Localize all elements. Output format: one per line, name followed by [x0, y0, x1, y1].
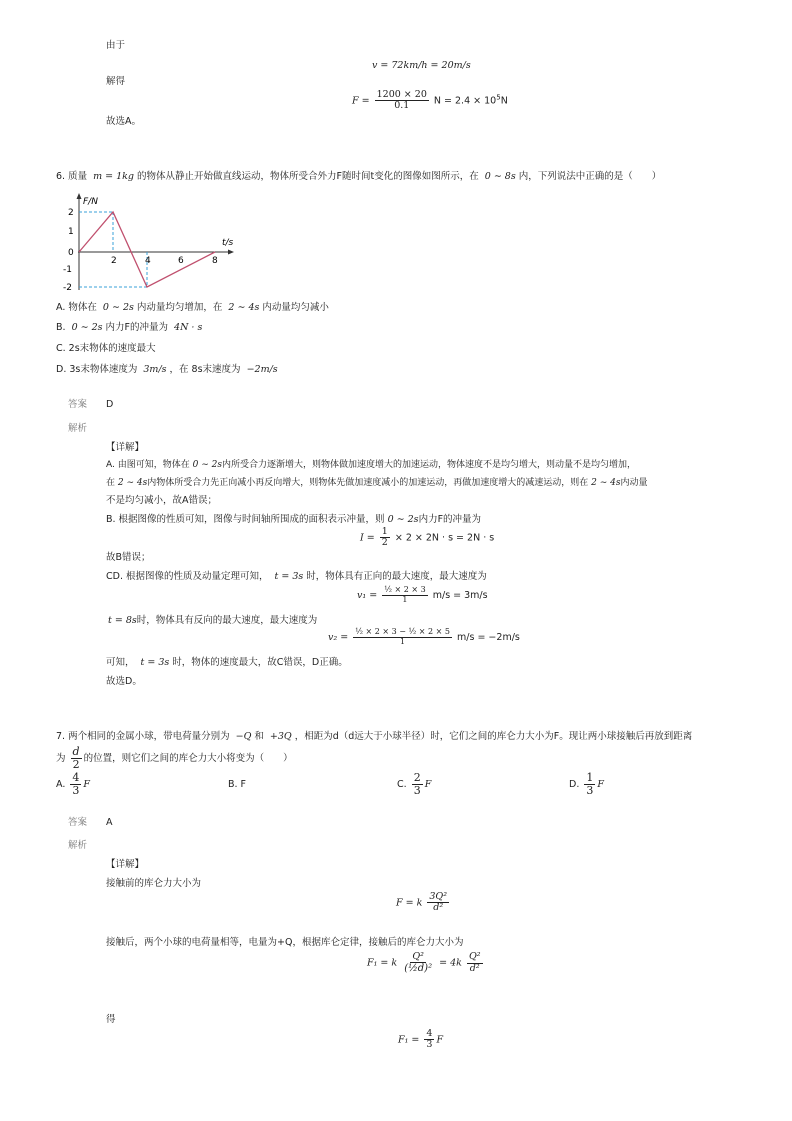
answer-label: 答案 [68, 817, 88, 828]
line-part: 内动量 [620, 478, 648, 488]
analysis-line [106, 478, 647, 489]
detail-heading: 【详解】 [106, 859, 145, 870]
text-line: 故选A。 [106, 116, 141, 127]
option-math: 2 ∼ 4s [228, 302, 260, 313]
text-line: 由于 [106, 40, 126, 51]
equation [396, 892, 451, 914]
fraction [382, 586, 428, 605]
option-b [56, 322, 205, 333]
option-var: F [424, 779, 432, 791]
line-part: 内所受合力逐渐增大，则物体做加速度增大的加速运动，物体速度不是均匀增大，则动量不是均匀增加， [221, 460, 636, 470]
eq-part: = 4k [439, 957, 462, 969]
question-7-stem [56, 731, 692, 742]
option-math: 3m/s [143, 364, 167, 375]
eq-part: F = [352, 95, 370, 107]
option-part: 内力F的冲量为 [105, 322, 169, 333]
line-part: 时，物体具有正向的最大速度，最大速度为 [306, 571, 487, 582]
y-axis-label: F/N [83, 197, 98, 207]
analysis-line: 故B错误； [106, 552, 151, 563]
fraction [412, 772, 423, 797]
stem-part: 6. 质量 [56, 171, 88, 182]
line-math: t = 3s [140, 657, 170, 668]
line-part: A. 由图可知，物体在 [106, 460, 190, 470]
option-math: 0 ∼ 2s [71, 322, 103, 333]
option-a [56, 302, 329, 313]
analysis-line [106, 657, 348, 668]
answer-value: D [106, 399, 114, 410]
option-label: D. [569, 779, 580, 791]
stem-part: 的位置，则它们之间的库仑力大小将变为（ ） [83, 753, 293, 765]
x-tick: 8 [212, 256, 218, 266]
eq-var: F [436, 1034, 444, 1046]
option-part: D. 3s末物体速度为 [56, 364, 138, 375]
option-b: B. F [228, 779, 247, 790]
fraction-numerator: 3Q² [429, 891, 448, 902]
fraction-denominator: (½d)² [404, 963, 433, 975]
eq-part: v₂ = [328, 631, 349, 643]
fraction-numerator: d [72, 745, 80, 758]
y-tick: 1 [68, 227, 74, 237]
option-math: 4N · s [174, 322, 203, 333]
line-math: 0 ∼ 2s [192, 460, 222, 470]
line-part: CD. 根据图像的性质及动量定理可知， [106, 571, 269, 582]
option-part: A. 物体在 [56, 302, 97, 313]
fraction-denominator: 3 [72, 784, 80, 798]
fraction-numerator: 2 [413, 771, 421, 784]
eq-part: m/s = −2m/s [457, 631, 520, 643]
option-part: B. [56, 322, 66, 333]
stem-part: ，相距为d（d远大于小球半径）时，它们之间的库仑力大小为F。现让两小球接触后再放到距离 [294, 731, 693, 742]
question-6-stem [56, 171, 661, 182]
y-tick: -1 [63, 265, 72, 275]
analysis-label: 解析 [68, 423, 88, 434]
option-var: F [597, 779, 604, 791]
eq-unit: N [500, 95, 508, 107]
analysis-line [108, 615, 317, 626]
line-math: t = 8s [108, 615, 137, 626]
text-line: 解得 [106, 76, 126, 87]
analysis-line [106, 514, 481, 525]
fraction-numerator: Q² [468, 951, 481, 963]
fraction-numerator: ½ × 2 × 3 − ½ × 2 × 5 [355, 627, 450, 636]
option-part: 内动量均匀减小 [262, 302, 329, 313]
option-part: ，在 8s末速度为 [169, 364, 241, 375]
answer-label: 答案 [68, 399, 88, 410]
fraction-denominator: 3 [586, 784, 594, 798]
fraction-numerator: ½ × 2 × 3 [384, 585, 426, 594]
line-part: 内力F的冲量为 [418, 514, 482, 525]
fraction [402, 952, 434, 974]
analysis-line [106, 460, 636, 471]
eq-part: N = 2.4 × 10 [433, 95, 497, 107]
fraction [467, 952, 483, 974]
option-c: C. 2s末物体的速度最大 [56, 343, 156, 354]
fraction-numerator: 1 [381, 526, 388, 537]
option-c [397, 772, 431, 797]
eq-part: I = [360, 532, 375, 544]
x-tick: 4 [145, 256, 151, 266]
x-axis-arrow [228, 250, 234, 255]
y-tick: 0 [68, 248, 74, 258]
line-part: B. 根据图像的性质可知，图像与时间轴所围成的面积表示冲量，则 [106, 514, 385, 525]
analysis-line: 得 [106, 1014, 116, 1025]
y-tick: 2 [68, 208, 74, 218]
fraction-denominator: 1 [400, 636, 406, 646]
stem-math: m = 1kg [93, 171, 135, 182]
stem-math: 0 ∼ 8s [484, 171, 516, 182]
fraction [353, 628, 452, 647]
analysis-line: 接触后，两个小球的电荷量相等，电量为+Q，根据库仑定律，接触后的库仑力大小为 [106, 937, 464, 948]
equation [367, 952, 485, 974]
fraction-denominator: 2 [381, 537, 388, 549]
stem-part: 的物体从静止开始做直线运动，物体所受合外力F随时间t变化的图像如图所示，在 [137, 171, 479, 182]
fraction [70, 772, 81, 797]
force-line [79, 212, 215, 287]
option-a [56, 772, 90, 797]
line-math: 0 ∼ 2s [387, 514, 419, 525]
line-part: 可知， [106, 657, 135, 668]
line-part: 时，物体具有反向的最大速度，最大速度为 [136, 615, 318, 626]
fraction-denominator: 1 [402, 594, 408, 604]
stem-part: 和 [254, 731, 264, 742]
question-7-stem-2 [56, 746, 293, 771]
exponent: 5 [496, 93, 501, 102]
option-d [56, 364, 281, 375]
option-var: F [83, 779, 90, 791]
fraction [427, 892, 449, 914]
fraction-denominator: 3 [413, 784, 421, 798]
eq-part: F₁ = [398, 1034, 420, 1046]
analysis-line: 不是均匀减小，故A错误； [106, 495, 217, 506]
line-math: t = 3s [274, 571, 304, 582]
analysis-label: 解析 [68, 840, 88, 851]
option-math: −2m/s [246, 364, 278, 375]
line-part: 时，物体的速度最大，故C错误，D正确。 [172, 657, 348, 668]
equation-v1 [357, 586, 488, 605]
option-label: A. [56, 779, 66, 791]
stem-math: +3Q [269, 731, 292, 742]
eq-part: m/s = 3m/s [432, 589, 488, 601]
fraction-denominator: d² [433, 902, 444, 914]
line-part: 在 [106, 478, 116, 488]
force-time-graph [60, 190, 240, 292]
fraction-denominator: 2 [72, 758, 80, 772]
line-math: 2 ∼ 4s [117, 478, 148, 488]
equation-v2 [328, 628, 520, 647]
fraction-numerator: 1 [586, 771, 594, 784]
stem-part: 7. 两个相同的金属小球，带电荷量分别为 [56, 731, 230, 742]
fraction-denominator: 3 [426, 1039, 433, 1051]
analysis-line: 接触前的库仑力大小为 [106, 878, 202, 889]
fraction [584, 772, 595, 797]
y-tick: -2 [63, 283, 72, 292]
equation: v = 72km/h = 20m/s [372, 60, 471, 71]
eq-part: F = k [396, 897, 423, 909]
line-part: 内物体所受合力先正向减小再反向增大，则物体先做加速度减小的加速运动，再做加速度增大的减速运动，则在 [147, 478, 589, 488]
stem-math: −Q [235, 731, 252, 742]
analysis-line: 故选D。 [106, 676, 142, 687]
y-axis-arrow [77, 193, 82, 199]
fraction [424, 1029, 434, 1051]
analysis-line [106, 571, 487, 582]
stem-part: 内，下列说法中正确的是（ ） [518, 171, 662, 182]
fraction [375, 90, 429, 112]
eq-part: F₁ = k [367, 957, 398, 969]
detail-heading: 【详解】 [106, 442, 145, 453]
fraction [71, 746, 82, 771]
fraction-numerator: 4 [426, 1028, 433, 1039]
option-label: C. [397, 779, 407, 791]
stem-part: 为 [56, 753, 66, 765]
fraction-numerator: 4 [72, 771, 80, 784]
x-tick: 6 [178, 256, 184, 266]
option-d [569, 772, 604, 797]
fraction-denominator: d² [469, 962, 480, 974]
equation [398, 1029, 443, 1051]
fraction-numerator: 1200 × 20 [376, 89, 427, 100]
equation-impulse [360, 527, 494, 549]
fraction-numerator: Q² [412, 951, 424, 962]
line-math: 2 ∼ 4s [591, 478, 621, 488]
eq-part: v₁ = [357, 589, 378, 601]
option-math: 0 ∼ 2s [102, 302, 134, 313]
fraction-denominator: 0.1 [394, 100, 410, 112]
eq-part: × 2 × 2N · s = 2N · s [394, 532, 495, 544]
answer-value: A [106, 817, 113, 828]
fraction [380, 527, 390, 549]
x-axis-label: t/s [222, 238, 234, 248]
option-part: 内动量均匀增加，在 [136, 302, 223, 313]
equation [352, 90, 508, 112]
x-tick: 2 [111, 256, 117, 266]
